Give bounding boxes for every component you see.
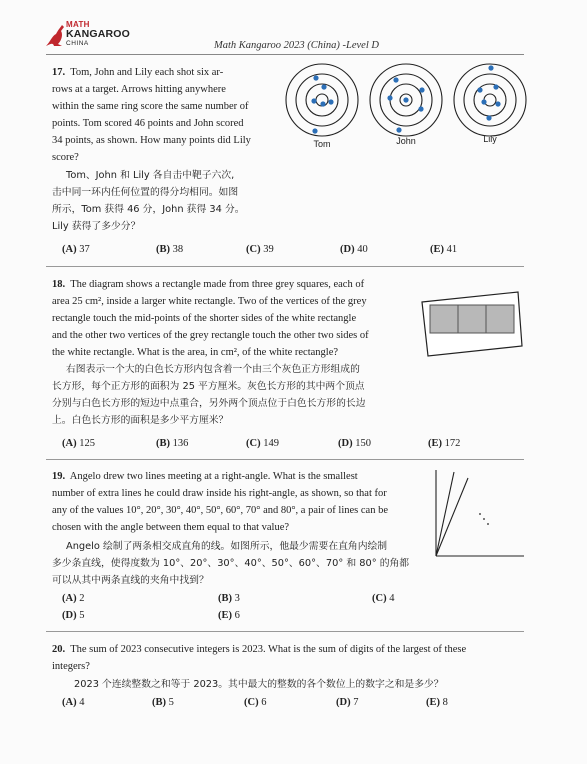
target-john — [370, 64, 442, 136]
q18-zh-1: 长方形，每个正方形的面积为 25 平方厘米。灰色长方形的其中两个顶点 — [52, 381, 365, 392]
q19-line-3: chosen with the angle between them equal to that value? — [52, 522, 290, 533]
q17-option-d[interactable]: (D) 40 — [340, 244, 368, 255]
q18-rectangle-figure — [420, 290, 525, 360]
q19-option-a[interactable]: (A) 2 — [62, 593, 85, 604]
target-label-john: John — [396, 136, 416, 146]
q19-number: 19. — [52, 471, 66, 482]
q17-line-4: 34 points, as shown. How many points did Lily — [52, 135, 251, 146]
q19-option-d[interactable]: (D) 5 — [62, 610, 85, 621]
q20-option-d[interactable]: (D) 7 — [336, 697, 359, 708]
q19-zh-2: 可以从其中两条直线的夹角中找到？ — [52, 575, 209, 586]
q20-option-a[interactable]: (A) 4 — [62, 697, 85, 708]
q17-line-3: points. Tom scored 46 points and John scored — [52, 118, 244, 129]
page-title: Math Kangaroo 2023 (China) -Level D — [214, 40, 379, 51]
q18-line-2: rectangle touch the mid-points of the shorter sides of the white rectangle — [52, 313, 357, 324]
q19-zh-0: Angelo 绘制了两条相交成直角的线。如图所示，他最少需要在直角内绘制 — [66, 541, 388, 552]
q17-line-1: rows at a target. Arrows hitting anywhere — [52, 84, 226, 95]
q17-zh-0: Tom、John 和 Lily 各自击中靶子六次, — [66, 170, 235, 181]
logo-math-text: MATH — [66, 20, 90, 29]
q19-line-2: any of the values 10°, 20°, 30°, 40°, 50°, 60°, 70° and 80°, a pair of lines can be — [52, 505, 388, 516]
q17-option-a[interactable]: (A) 37 — [62, 244, 90, 255]
q18-line-1: area 25 cm², inside a larger white rectangle. Two of the vertices of the grey — [52, 296, 367, 307]
q17-option-b[interactable]: (B) 38 — [156, 244, 184, 255]
q19-angle-figure — [432, 468, 527, 560]
q18-option-b[interactable]: (B) 136 — [156, 438, 189, 449]
q17-zh-3: Lily 获得了多少分？ — [52, 221, 141, 232]
q18-option-a[interactable]: (A) 125 — [62, 438, 95, 449]
q20-zh-0: 2023 个连续整数之和等于 2023。其中最大的整数的各个数位上的数字之和是多少？ — [74, 679, 444, 690]
q18-option-d[interactable]: (D) 150 — [338, 438, 371, 449]
q20-line-0: 20. The sum of 2023 consecutive integers is 2023. What is the sum of digits of the largest of these — [52, 644, 467, 655]
q19-option-c[interactable]: (C) 4 — [372, 593, 395, 604]
q19-line-1: number of extra lines he could draw inside his right-angle, as shown, so that for — [52, 488, 387, 499]
q20-number: 20. — [52, 644, 66, 655]
q17-line-0: 17. Tom, John and Lily each shot six ar- — [52, 67, 224, 78]
q17-option-e[interactable]: (E) 41 — [430, 244, 458, 255]
q18-zh-2: 分别与白色长方形的短边中点重合，另外两个顶点位于白色长方形的长边 — [52, 398, 366, 409]
q18-zh-0: 右图表示一个大的白色长方形内包含着一个由三个灰色正方形组成的 — [66, 364, 360, 375]
q20-option-c[interactable]: (C) 6 — [244, 697, 267, 708]
header-rule — [46, 54, 524, 55]
target-label-tom: Tom — [313, 139, 331, 149]
q19-option-e[interactable]: (E) 6 — [218, 610, 240, 621]
q20-option-b[interactable]: (B) 5 — [152, 697, 174, 708]
q18-line-3: and the other two vertices of the grey rectangle touch the other two sides of — [52, 330, 369, 341]
q18-number: 18. — [52, 279, 66, 290]
q17-zh-2: 所示，Tom 获得 46 分，John 获得 34 分。 — [52, 204, 245, 215]
separator — [46, 459, 524, 460]
target-lily — [454, 64, 526, 136]
q17-line-5: score? — [52, 152, 79, 163]
q18-option-c[interactable]: (C) 149 — [246, 438, 279, 449]
logo-kangaroo-text: KANGAROO — [66, 28, 131, 40]
target-label-lily: Lily — [483, 134, 497, 144]
q18-line-4: the white rectangle. What is the area, in cm², of the white rectangle? — [52, 347, 339, 358]
q19-line-0: 19. Angelo drew two lines meeting at a right-angle. What is the smallest — [52, 471, 358, 482]
q20-option-e[interactable]: (E) 8 — [426, 697, 448, 708]
q19-zh-1: 多少条直线，使得度数为 10°、20°、30°、40°、50°、60°、70° 和 80° 的角都 — [52, 558, 410, 569]
q18-zh-3: 上。白色长方形的面积是多少平方厘米？ — [52, 415, 229, 426]
q17-number: 17. — [52, 67, 66, 78]
q20-line-1: integers? — [52, 661, 90, 672]
target-tom — [286, 64, 358, 136]
logo-china-text: CHINA — [66, 40, 89, 47]
separator — [46, 631, 524, 632]
kangaroo-logo-icon — [44, 22, 66, 48]
q18-line-0: 18. The diagram shows a rectangle made from three grey squares, each of — [52, 279, 365, 290]
q19-option-b[interactable]: (B) 3 — [218, 593, 240, 604]
q17-line-2: within the same ring score the same number of — [52, 101, 249, 112]
q17-option-c[interactable]: (C) 39 — [246, 244, 274, 255]
logo — [44, 20, 134, 50]
separator — [46, 266, 524, 267]
q18-option-e[interactable]: (E) 172 — [428, 438, 461, 449]
q17-zh-1: 击中同一环内任何位置的得分均相同。如图 — [52, 187, 239, 198]
